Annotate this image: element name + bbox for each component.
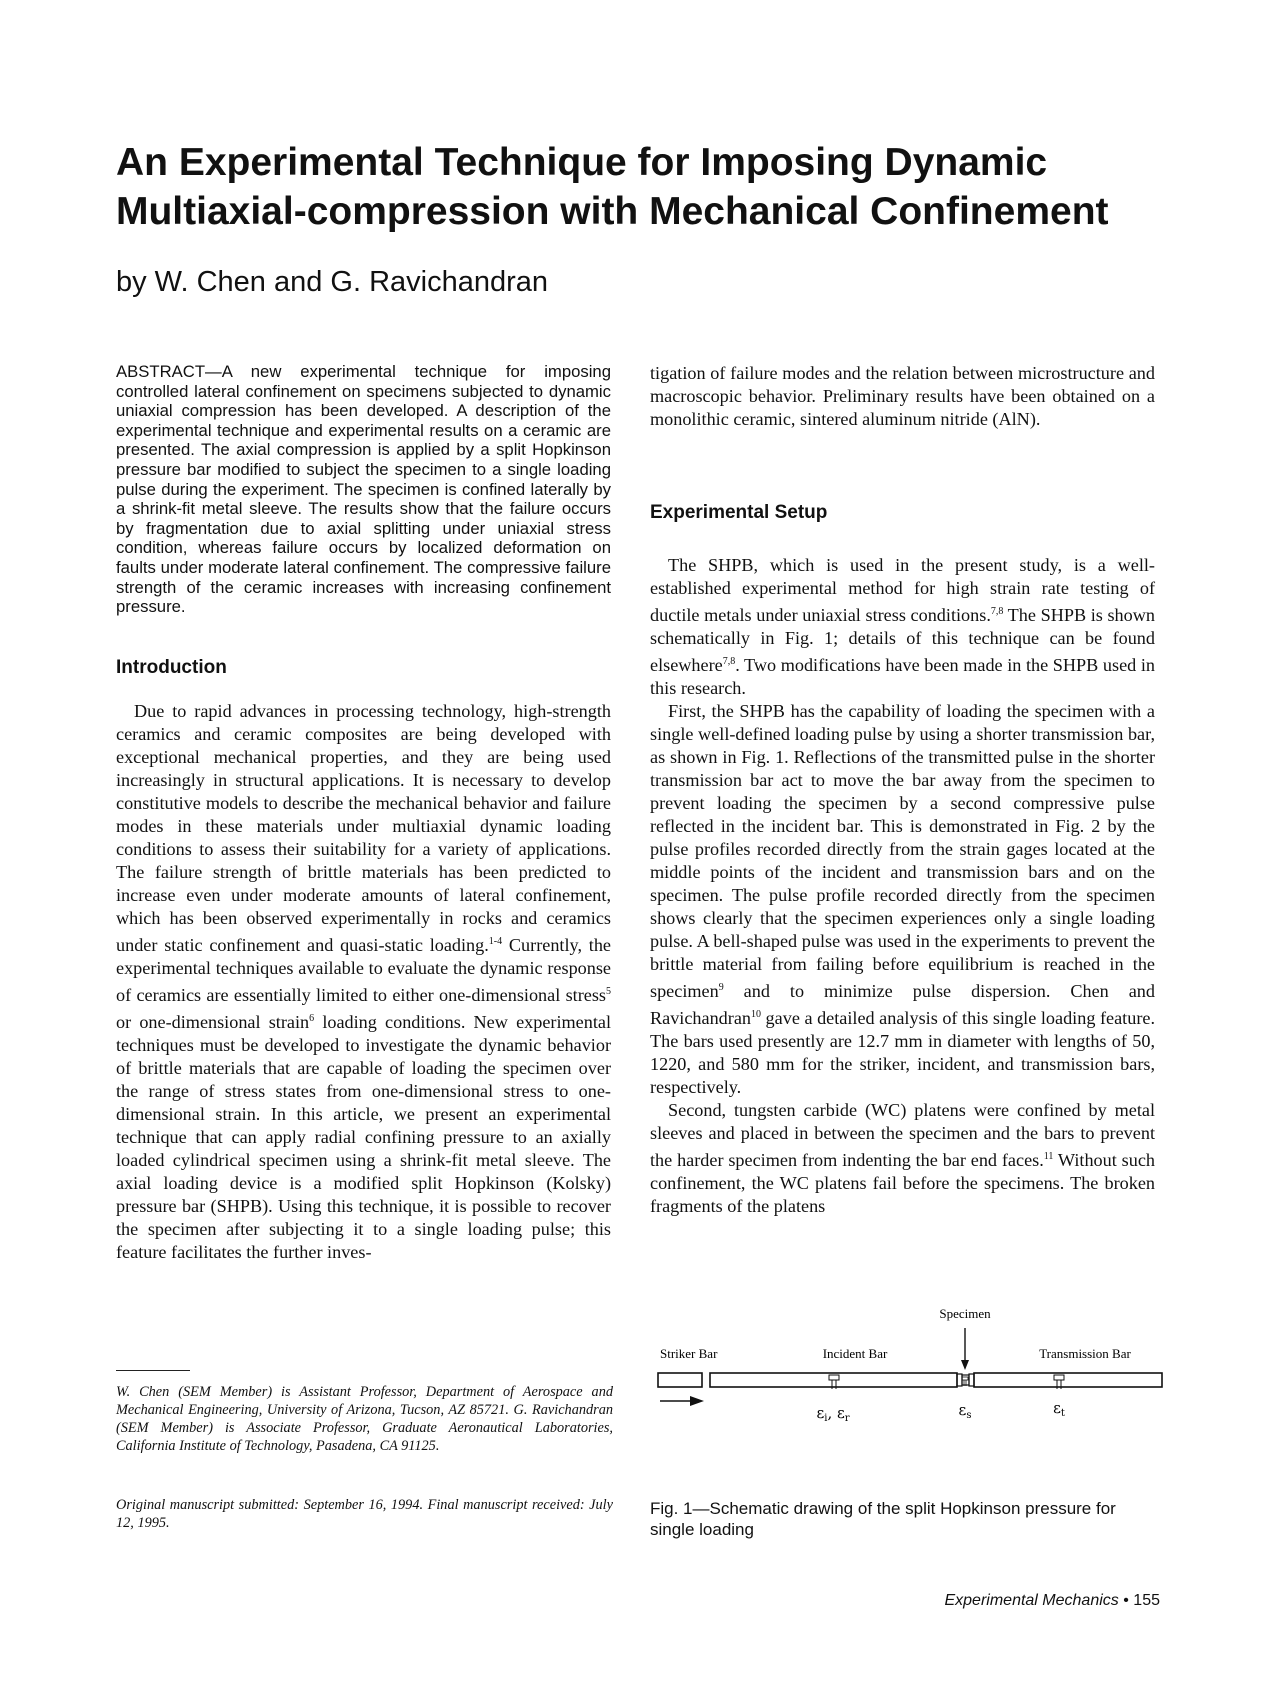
figure-1-shpb-schematic (650, 1300, 1170, 1450)
setup-text: and to minimize pulse dispersion. Chen and Ravichandran (650, 981, 1155, 1029)
label-specimen: Specimen (939, 1306, 991, 1321)
setup-text: First, the SHPB has the capability of loading the specimen with a single well-defined loading pulse by using a shorter transmission bar, as shown in Fig. 1. Reflections of the transmitted pulse in the shorter transmission bar act to move the bar away from the specimen to prevent loading the specimen by a second compressive pulse reflected in the incident bar. This is demonstrated in Fig. 2 by the pulse profiles recorded directly from the strain gages located at the middle points of the incident and transmission bars and on the specimen. The pulse profile recorded directly from the specimen shows clearly that the specimen experiences only a single loading pulse. A bell-shaped pulse was used in the experiments to prevent the brittle material from failing before equilibrium is reached in the specimen (650, 701, 1155, 1002)
impact-arrow-head (690, 1396, 704, 1406)
intro-text-2: Currently, the experimental techniques available to evaluate the dynamic response of ceramics are essentially limited to either one-dimensional stress (116, 935, 611, 1006)
setup-text: Second, tungsten carbide (WC) platens were confined by metal sleeves and placed in between the specimen and the bars to prevent the harder specimen from indenting the bar end faces. (650, 1100, 1155, 1171)
specimen-pointer-arrowhead (961, 1360, 969, 1370)
setup-text: . Two modifications have been made in the SHPB used in this research. (650, 655, 1155, 699)
footnote-affiliations: W. Chen (SEM Member) is Assistant Professor, Department of Aerospace and Mechanical Engineering, University of Arizona, Tucson, AZ 85721. G. Ravichandran (SEM Member) is Associate Professor, Graduate Aeronautical Laboratories, California Institute of Technology, Pasadena, CA 91125. (116, 1384, 613, 1454)
footer-bullet: • (1123, 1592, 1129, 1609)
setup-paragraph-3 (650, 1099, 1155, 1218)
setup-text: Without such confinement, the WC platens fail before the specimens. The broken fragments of the platens (650, 1150, 1155, 1217)
citation-sup: 6 (309, 1013, 315, 1025)
right-column (650, 362, 1155, 431)
label-striker-bar: Striker Bar (660, 1346, 718, 1361)
intro-text-3: or one-dimensional strain (116, 1012, 310, 1033)
label-transmission-bar: Transmission Bar (1039, 1346, 1131, 1361)
page-footer (944, 1592, 1160, 1610)
title-line-2: Multiaxial-compression with Mechanical Confinement (116, 190, 1109, 233)
figure-1-caption: Fig. 1—Schematic drawing of the split Hopkinson pressure for single loading (650, 1499, 1116, 1539)
setup-paragraph-1 (650, 554, 1155, 700)
section-heading-introduction: Introduction (116, 657, 227, 678)
citation-sup: 9 (718, 982, 724, 994)
footnote-manuscript: Original manuscript submitted: September 16, 1994. Final manuscript received: July 12, 1995. (116, 1497, 613, 1531)
continued-paragraph: tigation of failure modes and the relation between microstructure and macroscopic behavior. Preliminary results have been obtained on a monolithic ceramic, sintered aluminum nitride (AlN). (650, 363, 1155, 429)
title-line-1: An Experimental Technique for Imposing Dynamic (116, 141, 1048, 184)
transmission-bar (974, 1373, 1162, 1387)
citation-sup: 5 (606, 986, 611, 998)
citation-sup: 1-4 (488, 936, 503, 947)
left-column (116, 362, 611, 617)
citation-sup: 7,8 (722, 656, 736, 668)
citation-sup: 7,8 (990, 606, 1004, 617)
citation-sup: 11 (1043, 1151, 1054, 1163)
setup-text: The SHPB is shown schematically in Fig. 1; details of this technique can be found elsewhere (650, 605, 1155, 676)
label-strain-transmitted: $\varepsilon_t$ (1053, 1399, 1065, 1419)
setup-text: The SHPB, which is used in the present study, is a well-established experimental method for high strain rate testing of ductile metals under uniaxial stress conditions. (650, 555, 1155, 626)
setup-body (650, 554, 1155, 1218)
intro-text-1: Due to rapid advances in processing technology, high-strength ceramics and ceramic composites are being developed with exceptional mechanical properties, and they are being used increasingly in structural applications. It is necessary to develop constitutive models to describe the mechanical behavior and failure modes in these materials under multiaxial dynamic loading conditions to assess their suitability for a variety of applications. The failure strength of brittle materials has been predicted to increase even under moderate amounts of lateral confinement, which has been observed experimentally in rocks and ceramics under static confinement and quasi-static loading. (116, 701, 611, 956)
citation-sup: 10 (751, 1009, 761, 1021)
authors: by W. Chen and G. Ravichandran (116, 266, 549, 298)
intro-text-4: loading conditions. New experimental techniques must be developed to investigate the dynamic behavior of brittle materials that are capable of loading the specimen over the range of stress states from one-dimensional stress to one-dimensional strain. In this article, we present an experimental technique that can apply radial confining pressure to an axially loaded cylindrical specimen using a shrink-fit metal sleeve. The axial loading device is a modified split Hopkinson (Kolsky) pressure bar (SHPB). Using this technique, it is possible to recover the specimen after subjecting it to a single loading pulse; this feature facilitates the further inves- (116, 1012, 612, 1263)
page-number: 155 (1133, 1592, 1160, 1609)
striker-bar (658, 1373, 702, 1387)
footnote-rule (116, 1370, 190, 1371)
introduction-body (116, 700, 611, 1264)
setup-text: gave a detailed analysis of this single loading feature. The bars used presently are 12.7 mm in diameter with lengths of 50, 1220, and 580 mm for the striker, incident, and transmission bars, respectively. (650, 1008, 1155, 1098)
section-heading-experimental-setup: Experimental Setup (650, 502, 828, 523)
abstract: ABSTRACT—A new experimental technique for imposing controlled lateral confinement on specimens subjected to dynamic uniaxial compression has been developed. A description of the experimental technique and experimental results on a ceramic are presented. The axial compression is applied by a split Hopkinson pressure bar modified to subject the specimen to a single loading pulse during the experiment. The specimen is confined laterally by a shrink-fit metal sleeve. The results show that the failure occurs by fragmentation due to axial splitting under uniaxial stress condition, whereas failure occurs by localized deformation on faults under moderate lateral confinement. The compressive failure strength of the ceramic increases with increasing confinement pressure. (116, 362, 611, 617)
journal-name: Experimental Mechanics (944, 1592, 1119, 1609)
label-incident-bar: Incident Bar (822, 1346, 888, 1361)
label-strain-incident-reflected: $\varepsilon_i$, $\varepsilon_r$ (816, 1404, 850, 1424)
setup-paragraph-2 (650, 700, 1155, 1099)
paper-title (116, 138, 1176, 236)
label-strain-specimen: $\varepsilon_s$ (958, 1401, 972, 1421)
introduction-paragraph (116, 700, 611, 1264)
